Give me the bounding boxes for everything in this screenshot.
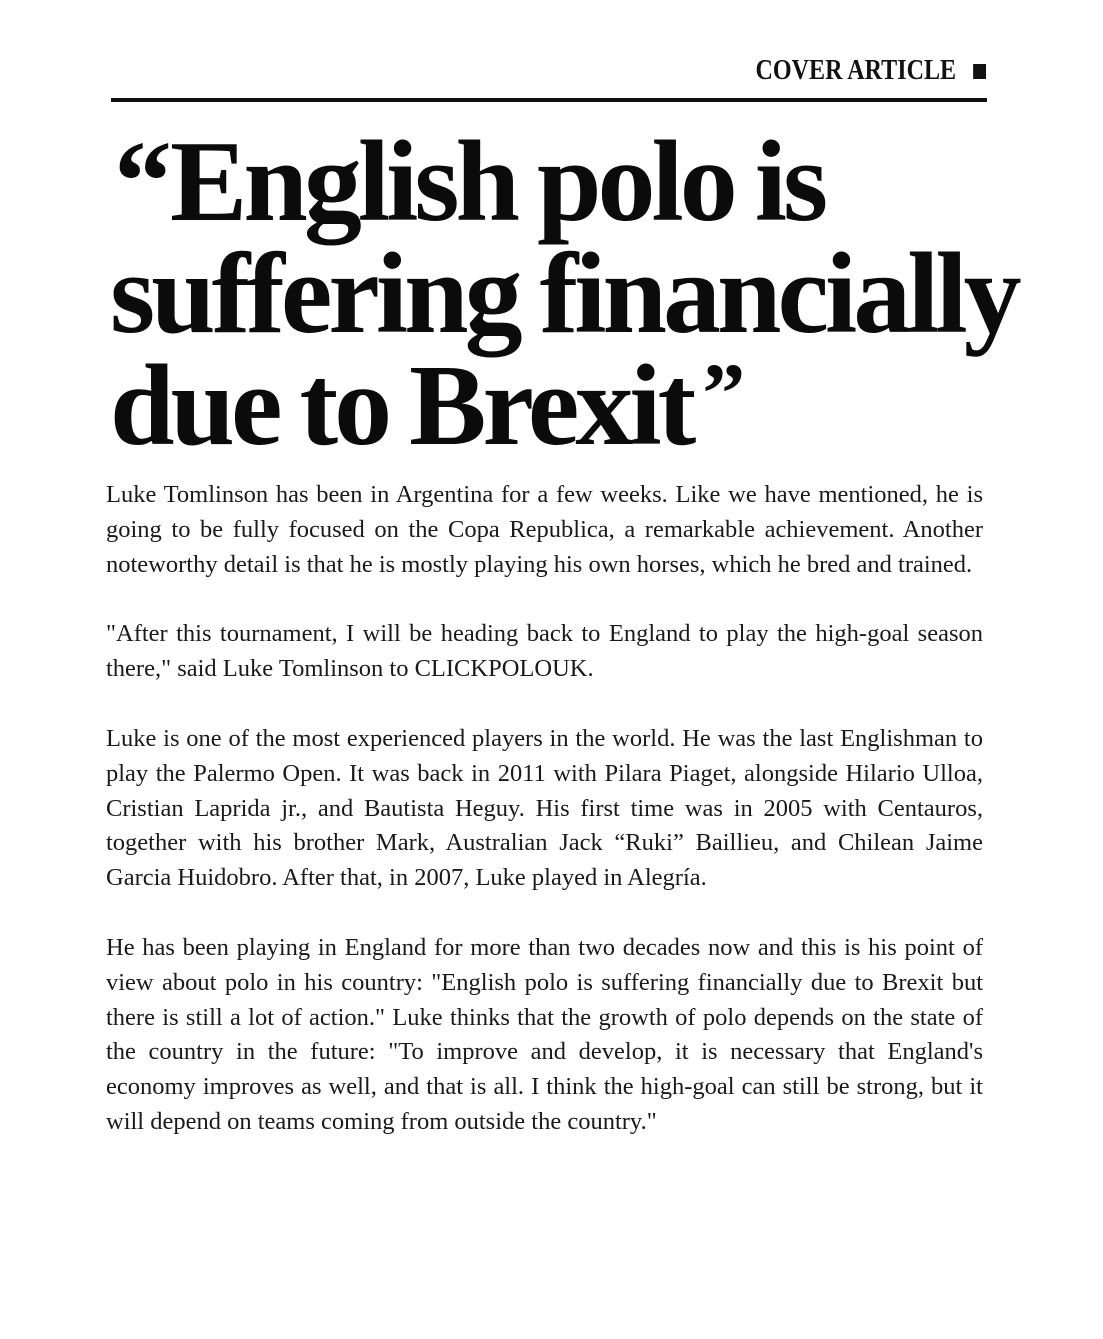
article-paragraph: He has been playing in England for more than two decades now and this is his point of view about polo in his country: "English polo is suffering financially due to Brexit but there is still a lot of action." Luke thinks that the growth of polo depends on the state of the country in the future: "To improve and develop, it is necessary that England's economy improves as well, and that is all. I think the high-goal can still be strong, but it will depend on teams coming from outside the country." bbox=[106, 933, 983, 1135]
section-label bbox=[755, 55, 986, 87]
section-label-text: COVER ARTICLE bbox=[755, 55, 956, 86]
open-quote-mark: “ bbox=[114, 118, 168, 246]
headline-line-3 bbox=[110, 342, 1010, 471]
header-divider bbox=[111, 98, 987, 102]
square-bullet-icon bbox=[973, 64, 986, 79]
headline-line-2: suffering financially bbox=[110, 230, 1018, 358]
headline-line-1 bbox=[110, 118, 1010, 246]
close-quote-mark: ” bbox=[702, 345, 742, 441]
article-paragraph: Luke Tomlinson has been in Argentina for a few weeks. Like we have mentioned, he is going to be fully focused on the Copa Republica, a remarkable achievement. Another noteworthy detail is that he is mostly playing his own horses, which he bred and trained. bbox=[106, 481, 983, 578]
article-headline bbox=[110, 118, 1018, 471]
article-body bbox=[106, 478, 983, 1175]
headline-line-3-text: due to Brexit bbox=[110, 342, 693, 470]
headline-line-1-text: English polo is bbox=[170, 118, 825, 246]
article-paragraph: Luke is one of the most experienced players in the world. He was the last Englishman to play the Palermo Open. It was back in 2011 with Pilara Piaget, alongside Hilario Ulloa, Cristian Laprida jr., and Bautista Heguy. His first time was in 2005 with Centauros, together with his brother Mark, Australian Jack “Ruki” Baillieu, and Chilean Jaime Garcia Huidobro. After that, in 2007, Luke played in Alegría. bbox=[106, 724, 983, 892]
article-paragraph: "After this tournament, I will be heading back to England to play the high-goal season there," said Luke Tomlinson to CLICKPOLOUK. bbox=[106, 620, 983, 683]
